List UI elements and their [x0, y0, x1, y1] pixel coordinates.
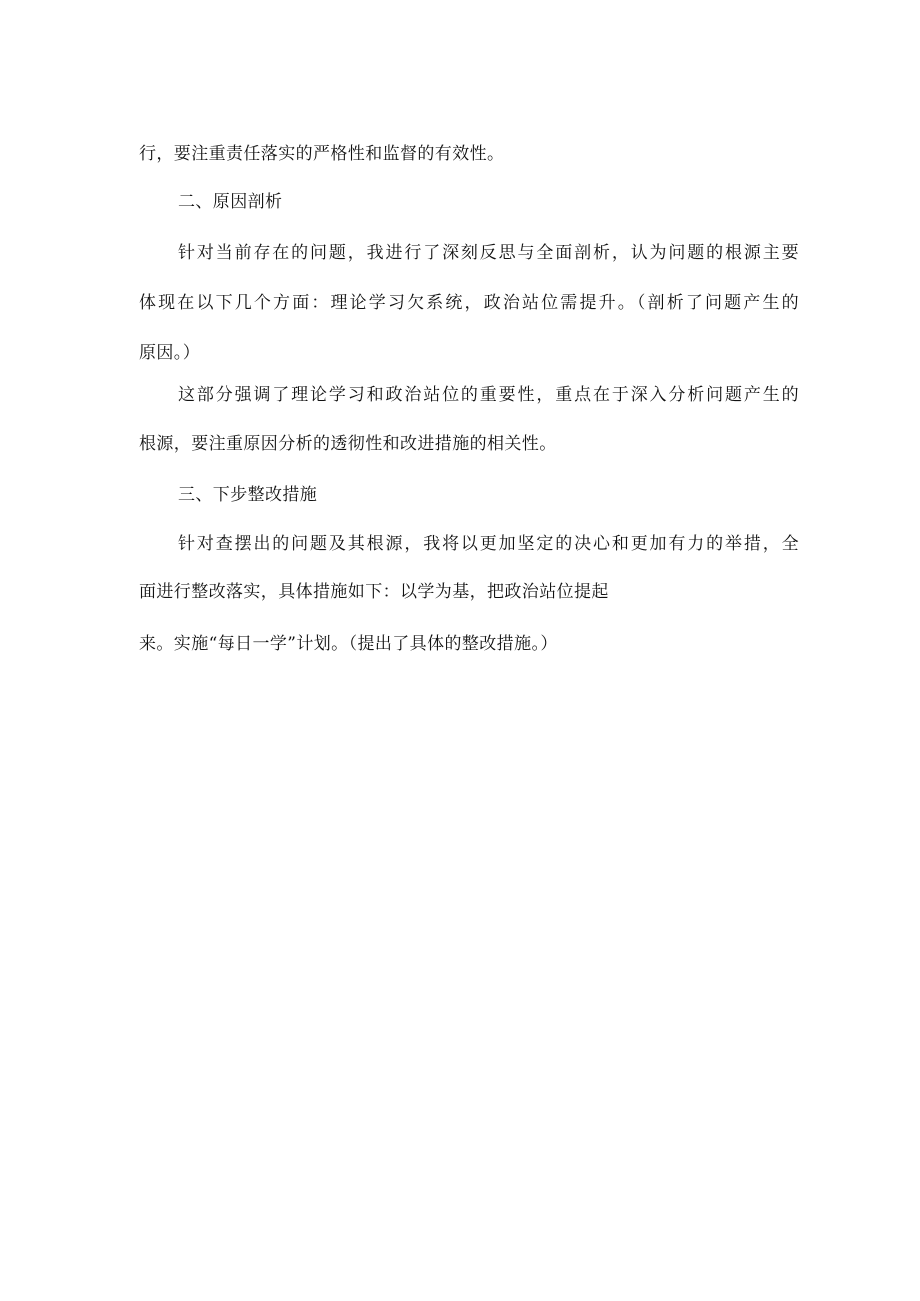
paragraph-line: 原因。） — [139, 343, 201, 363]
paragraph-line: 根源，要注重原因分析的透彻性和改进措施的相关性。 — [139, 434, 557, 454]
paragraph-line: 面进行整改落实，具体措施如下：以学为基，把政治站位提起 — [139, 582, 609, 602]
paragraph-line: 这部分强调了理论学习和政治站位的重要性，重点在于深入分析问题产生的 — [178, 385, 799, 405]
paragraph-line: 针对当前存在的问题，我进行了深刻反思与全面剖析，认为问题的根源主要 — [178, 243, 799, 263]
section-heading: 三、下步整改措施 — [178, 485, 318, 505]
section-heading: 二、原因剖析 — [178, 192, 283, 212]
paragraph-line: 体现在以下几个方面：理论学习欠系统，政治站位需提升。（剖析了问题产生的 — [139, 293, 799, 313]
paragraph-line: 来。实施“每日一学”计划。（提出了具体的整改措施。） — [139, 634, 558, 654]
paragraph-line: 行，要注重责任落实的严格性和监督的有效性。 — [139, 144, 505, 164]
paragraph-line: 针对查摆出的问题及其根源，我将以更加坚定的决心和更加有力的举措，全 — [178, 534, 799, 554]
